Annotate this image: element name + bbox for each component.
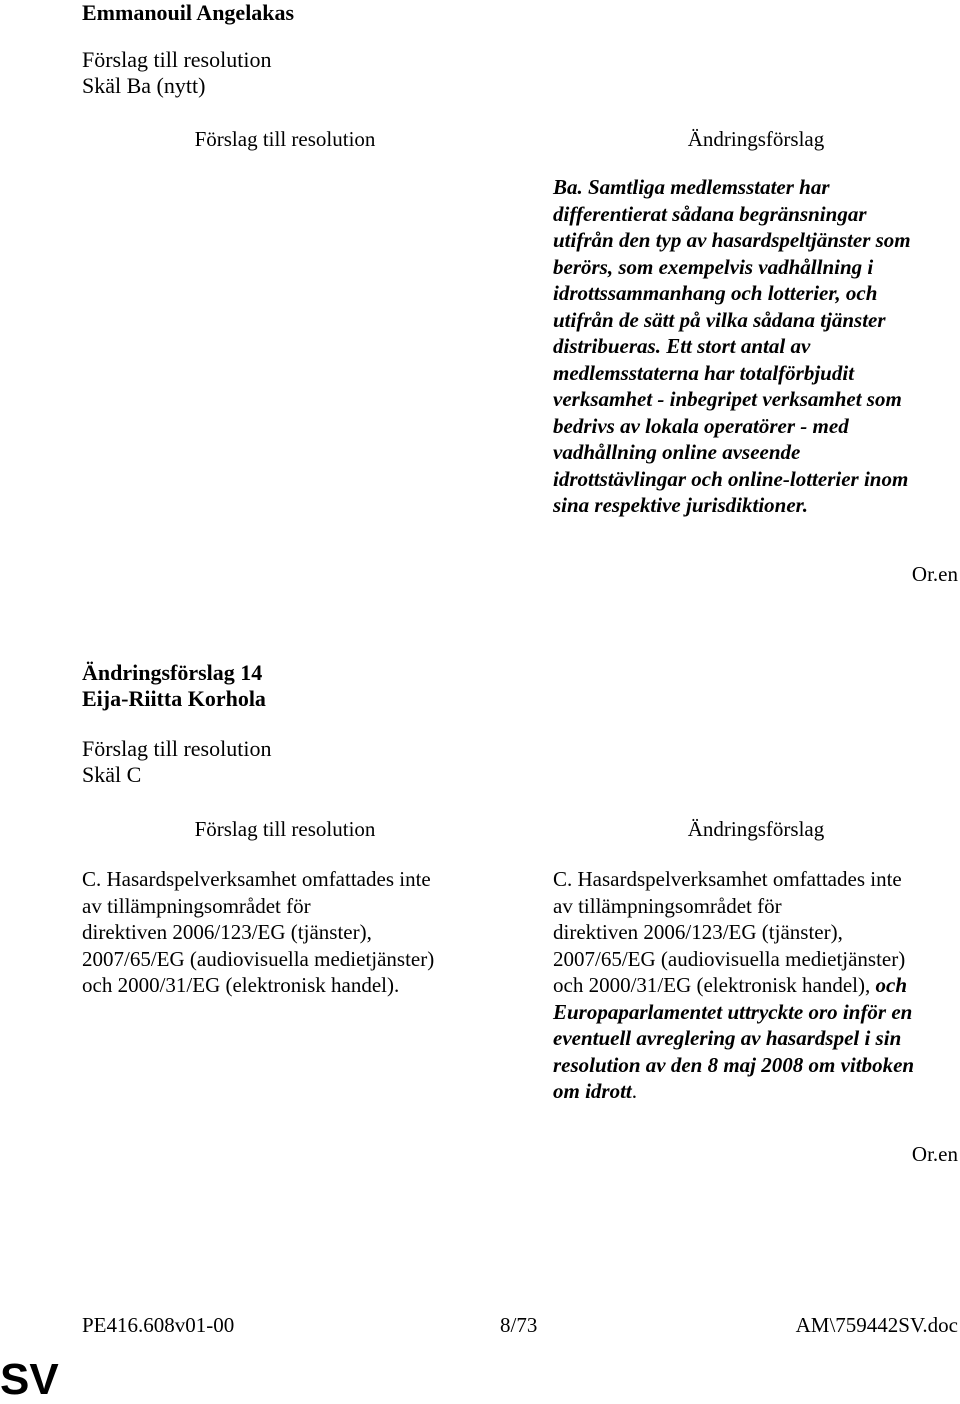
column-heading-original: Förslag till resolution <box>194 817 376 841</box>
amendment-number: Ändringsförslag 14 <box>82 660 263 685</box>
amendment-author: Eija-Riitta Korhola <box>82 686 266 711</box>
added-text-line: resolution av den 8 maj 2008 om vitboken <box>553 1052 915 1077</box>
text-line: verksamhet - inbegripet verksamhet som <box>553 387 902 411</box>
column-heading-amendment: Ändringsförslag <box>687 127 825 151</box>
text-line: C. Hasardspelverksamhet omfattades inte <box>82 867 431 891</box>
text-line: 2007/65/EG (audiovisuella medietjänster) <box>553 946 906 971</box>
original-language: Or.en <box>911 562 958 586</box>
column-heading-amendment: Ändringsförslag <box>687 817 825 841</box>
unchanged-text: . <box>631 1079 638 1103</box>
text-line: C. Hasardspelverksamhet omfattades inte <box>553 867 902 891</box>
text-line: direktiven 2006/123/EG (tjänster), <box>82 920 372 944</box>
amendment-text <box>553 174 911 519</box>
text-line: medlemsstaterna har totalförbjudit <box>553 360 855 385</box>
text-line: direktiven 2006/123/EG (tjänster), <box>553 920 843 944</box>
text-line: 2007/65/EG (audiovisuella medietjänster) <box>82 946 435 971</box>
text-line: bedrivs av lokala operatörer - med <box>553 413 849 438</box>
file-name: AM\759442SV.doc <box>795 1313 958 1337</box>
document-reference: PE416.608v01-00 <box>82 1313 235 1337</box>
added-text: och <box>875 973 908 997</box>
original-text <box>82 866 434 999</box>
text-line: vadhållning online avseende <box>553 440 801 464</box>
text-line: distribueras. Ett stort antal av <box>553 334 811 358</box>
text-line: av tillämpningsområdet för <box>553 893 782 918</box>
amendment-author: Emmanouil Angelakas <box>82 0 295 25</box>
amendment-target <box>82 47 271 99</box>
text-line: sina respektive jurisdiktioner. <box>553 493 808 517</box>
unchanged-text: och 2000/31/EG (elektronisk handel), <box>553 973 876 997</box>
added-text: om idrott <box>553 1079 632 1103</box>
text-line: idrottstävlingar och online-lotterier inom <box>553 466 909 491</box>
page-number: 8/73 <box>500 1313 538 1337</box>
text-line: och 2000/31/EG (elektronisk handel). <box>82 973 400 997</box>
target-recital: Skäl Ba (nytt) <box>82 73 206 98</box>
amendment-text <box>553 866 914 1105</box>
added-text-line: Europaparlamentet uttryckte oro inför en <box>553 999 913 1024</box>
language-code: SV <box>0 1355 59 1404</box>
original-language: Or.en <box>911 1142 958 1166</box>
text-line: differentierat sådana begränsningar <box>553 201 867 226</box>
text-line: Ba. Samtliga medlemsstater har <box>553 175 830 199</box>
text-line: av tillämpningsområdet för <box>82 893 311 918</box>
column-heading-original: Förslag till resolution <box>194 127 376 151</box>
amendment-target <box>82 736 271 788</box>
target-recital: Skäl C <box>82 762 142 787</box>
target-document: Förslag till resolution <box>82 47 272 72</box>
text-line: berörs, som exempelvis vadhållning i <box>553 254 874 279</box>
text-line: idrottssammanhang och lotterier, och <box>553 281 878 305</box>
text-line: utifrån de sätt på vilka sådana tjänster <box>553 307 886 332</box>
text-line-mixed <box>553 1078 914 1105</box>
text-line-mixed <box>553 972 914 999</box>
added-text-line: eventuell avreglering av hasardspel i sin <box>553 1026 902 1050</box>
text-line: utifrån den typ av hasardspeltjänster som <box>553 228 911 252</box>
target-document: Förslag till resolution <box>82 736 272 761</box>
